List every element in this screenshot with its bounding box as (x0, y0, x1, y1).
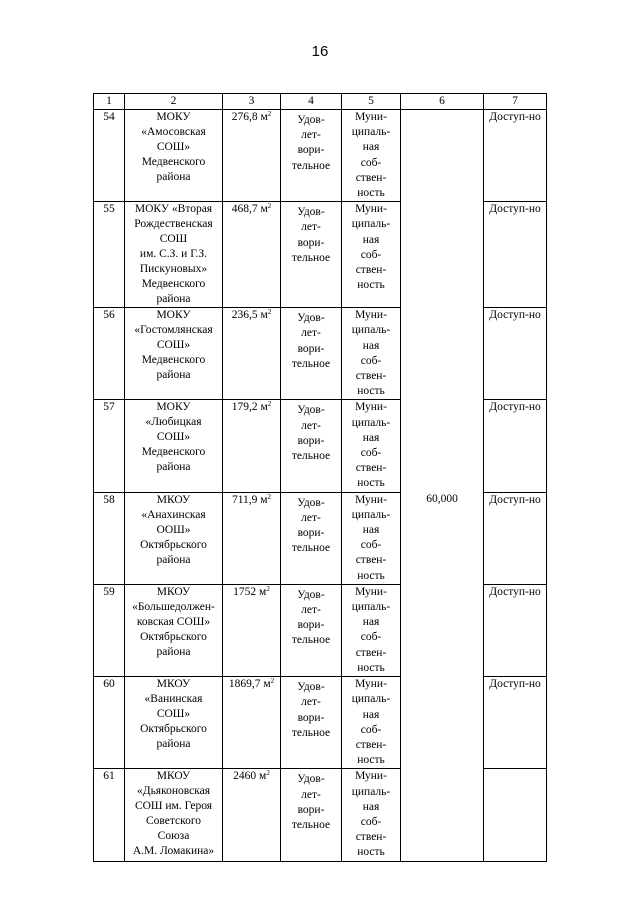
area-value (223, 677, 281, 769)
condition-line: Удов- (297, 496, 325, 509)
school-name-line: «Любицкая (145, 416, 202, 429)
ownership-line: ствен- (355, 171, 387, 184)
ownership-line: ность (357, 569, 385, 582)
column-6-value (401, 110, 484, 202)
accessibility-line: Доступ- (489, 493, 529, 506)
accessibility-line: но (528, 401, 541, 414)
area-value (223, 492, 281, 584)
ownership-line: ствен- (355, 264, 387, 277)
area-value (223, 769, 281, 862)
ownership (342, 400, 401, 492)
ownership-line: Муни- (355, 401, 387, 414)
school-name (125, 492, 223, 584)
ownership-line: ципаль- (351, 126, 391, 139)
condition-line: Удов- (297, 681, 325, 694)
ownership-line: ная (362, 431, 380, 444)
school-name-line: МОКУ (156, 401, 191, 414)
table-row (94, 308, 547, 400)
accessibility (484, 769, 547, 862)
ownership-line: ность (357, 477, 385, 490)
condition (281, 308, 342, 400)
ownership-line: соб- (360, 447, 382, 460)
area-unit-superscript: 2 (267, 110, 272, 118)
ownership-line: ная (362, 616, 380, 629)
condition (281, 400, 342, 492)
ownership-line: ность (357, 385, 385, 398)
row-number: 55 (94, 202, 125, 308)
school-name-line: «Анахинская (141, 508, 206, 521)
row-number: 61 (94, 769, 125, 862)
school-name-line: Октябрьского (140, 723, 207, 736)
condition-line: тельное (291, 542, 331, 555)
school-name-line: «Амосовская (141, 126, 206, 138)
accessibility (484, 492, 547, 584)
ownership-line: ность (357, 846, 385, 859)
condition-line: Удов- (297, 773, 325, 786)
school-name-line: «Гостомлянская (134, 324, 213, 337)
ownership (342, 769, 401, 862)
ownership-line: соб- (360, 248, 382, 261)
ownership-line: ствен- (355, 646, 387, 659)
ownership-line: ципаль- (351, 601, 391, 614)
school-name-line: района (156, 738, 191, 751)
accessibility-line: Доступ- (489, 309, 529, 322)
school-name-line: СОШ» (156, 141, 191, 153)
ownership-line: ность (357, 661, 385, 674)
condition-line: лет- (301, 696, 321, 709)
school-name-line: Союза (157, 830, 190, 843)
column-header: 3 (223, 94, 281, 110)
table-header-row (94, 94, 547, 110)
accessibility (484, 400, 547, 492)
ownership (342, 110, 401, 202)
condition-line: вори- (297, 434, 325, 447)
accessibility (484, 110, 547, 202)
school-name-line: им. С.З. и Г.З. (139, 248, 208, 261)
column-6-value (401, 308, 484, 400)
ownership-line: соб- (360, 815, 382, 828)
column-6-value (401, 769, 484, 862)
ownership-line: ная (362, 800, 380, 813)
condition (281, 110, 342, 202)
ownership-line: ность (357, 754, 385, 767)
ownership-line: ная (362, 524, 380, 537)
condition-line: тельное (291, 251, 331, 264)
school-name-line: Октябрьского (140, 630, 207, 643)
condition-line: Удов- (297, 588, 325, 601)
school-name-line: МКОУ (156, 678, 191, 691)
accessibility-line: Доступ- (489, 401, 529, 414)
ownership-line: соб- (360, 723, 382, 736)
condition-line: тельное (291, 818, 331, 831)
data-table (93, 93, 547, 862)
school-name-line: Рождественская (134, 218, 213, 231)
condition-line: вори- (297, 803, 325, 816)
ownership-line: ципаль- (351, 218, 391, 231)
condition-line: Удов- (297, 404, 325, 417)
school-name (125, 308, 223, 400)
condition-line: лет- (301, 221, 321, 234)
accessibility-line: Доступ- (489, 585, 529, 598)
school-name-line: МОКУ (156, 309, 191, 322)
condition-line: лет- (301, 419, 321, 432)
condition-line: лет- (301, 511, 321, 524)
condition-line: вори- (297, 619, 325, 632)
accessibility-line: Доступ- (489, 203, 529, 216)
school-name-line: МКОУ (156, 770, 191, 783)
column-header: 2 (125, 94, 223, 110)
condition-line: лет- (301, 129, 321, 142)
ownership-line: соб- (360, 539, 382, 552)
column-6-value (401, 400, 484, 492)
table-row (94, 677, 547, 769)
school-name-line: района (156, 645, 191, 658)
school-name-line: МКОУ (156, 585, 191, 598)
condition-line: Удов- (297, 206, 325, 219)
area-value (223, 584, 281, 676)
ownership (342, 677, 401, 769)
school-name-line: района (156, 553, 191, 566)
school-name-line: Медвенского (141, 354, 206, 367)
accessibility-line: Доступ- (489, 678, 529, 691)
table-row (94, 769, 547, 862)
school-name-line: СОШ» (156, 708, 191, 721)
condition-line: Удов- (297, 114, 325, 126)
ownership-line: ципаль- (351, 693, 391, 706)
area-unit-superscript: 2 (266, 584, 270, 593)
school-name-line: «Ванинская (144, 693, 203, 706)
ownership-line: ная (362, 708, 380, 721)
condition-line: тельное (291, 159, 331, 172)
ownership-line: Муни- (355, 770, 387, 783)
school-name-line: «Дьяконовская (136, 785, 211, 798)
school-name-line: Медвенского (141, 446, 206, 459)
school-name-line: СОШ (159, 233, 188, 246)
accessibility (484, 677, 547, 769)
area-text: 236,5 м (231, 309, 268, 322)
ownership-line: Муни- (355, 203, 387, 216)
ownership-line: соб- (360, 631, 382, 644)
condition-line: лет- (301, 327, 321, 340)
ownership-line: соб- (360, 354, 382, 367)
ownership-line: ствен- (355, 554, 387, 567)
ownership-line: ная (362, 141, 380, 154)
condition-line: вори- (297, 711, 325, 724)
school-name (125, 769, 223, 862)
ownership-line: Муни- (355, 585, 387, 598)
area-text: 468,7 м (231, 203, 268, 216)
table-row (94, 110, 547, 202)
area-value (223, 400, 281, 492)
condition-line: тельное (291, 634, 331, 647)
area-text: 1752 м (233, 585, 267, 598)
school-name-line: СОШ им. Героя (134, 800, 213, 813)
school-name-line: района (156, 461, 191, 474)
school-name-line: ковская СОШ» (136, 615, 211, 628)
ownership-line: ствен- (355, 462, 387, 475)
school-name-line: СОШ» (156, 339, 191, 352)
school-name-line: района (156, 369, 191, 382)
condition-line: вори- (297, 527, 325, 540)
condition-line: Удов- (297, 312, 325, 325)
page-number: 16 (311, 43, 329, 60)
column-6-value (401, 584, 484, 676)
row-number: 58 (94, 492, 125, 584)
area-unit-superscript: 2 (267, 308, 272, 317)
area-text: 179,2 м (231, 401, 268, 414)
area-unit-superscript: 2 (266, 769, 270, 778)
accessibility-line: но (528, 585, 541, 598)
condition-line: вори- (297, 144, 325, 157)
ownership-line: ствен- (355, 370, 387, 383)
school-name-line: Медвенского (141, 278, 206, 291)
ownership-line: ципаль- (351, 416, 391, 429)
school-name-line: Медвенского (141, 156, 206, 168)
column-6-value (401, 202, 484, 308)
school-name (125, 110, 223, 202)
condition (281, 202, 342, 308)
area-unit-superscript: 2 (270, 677, 275, 686)
condition-line: вори- (297, 236, 325, 249)
table-row (94, 202, 547, 308)
ownership-line: ная (362, 339, 380, 352)
row-number: 59 (94, 584, 125, 676)
condition-line: тельное (291, 726, 331, 739)
school-name-line: МКОУ (156, 493, 191, 506)
accessibility-line: но (528, 678, 541, 691)
column-header: 5 (342, 94, 401, 110)
row-number: 60 (94, 677, 125, 769)
ownership-line: ципаль- (351, 324, 391, 337)
school-name-line: МОКУ (156, 111, 191, 123)
school-name (125, 400, 223, 492)
school-name-line: района (156, 293, 191, 306)
table-row (94, 584, 547, 676)
condition-line: лет- (301, 788, 321, 801)
condition-line: тельное (291, 357, 331, 370)
row-number: 56 (94, 308, 125, 400)
school-name-line: ООШ» (156, 523, 191, 536)
ownership-line: Муни- (355, 309, 387, 322)
accessibility-line: но (528, 309, 541, 322)
column-6-value: 60,000 (401, 492, 484, 584)
ownership (342, 584, 401, 676)
condition-line: лет- (301, 604, 321, 617)
condition (281, 677, 342, 769)
accessibility (484, 308, 547, 400)
column-header: 6 (401, 94, 484, 110)
school-name-line: А.М. Ломакина» (132, 845, 215, 858)
area-unit-superscript: 2 (267, 202, 272, 211)
accessibility (484, 584, 547, 676)
school-name (125, 584, 223, 676)
school-name-line: Советского (145, 815, 202, 828)
school-name (125, 677, 223, 769)
ownership-line: ность (357, 279, 385, 292)
table-row (94, 492, 547, 584)
row-number: 57 (94, 400, 125, 492)
ownership-line: ципаль- (351, 785, 391, 798)
accessibility-line: Доступ- (489, 111, 529, 123)
school-name-line: «Большедолжен- (132, 600, 215, 613)
condition (281, 584, 342, 676)
ownership-line: ная (362, 233, 380, 246)
school-name-line: района (156, 171, 191, 183)
column-6-value (401, 677, 484, 769)
ownership (342, 202, 401, 308)
accessibility-line: но (528, 111, 541, 123)
condition (281, 492, 342, 584)
ownership-line: ципаль- (351, 508, 391, 521)
area-text: 2460 м (233, 770, 267, 783)
area-unit-superscript: 2 (267, 400, 272, 409)
area-text: 276,8 м (231, 111, 268, 123)
accessibility (484, 202, 547, 308)
ownership (342, 492, 401, 584)
school-name-line: МОКУ «Вторая (134, 203, 213, 216)
area-value (223, 308, 281, 400)
school-name-line: СОШ» (156, 431, 191, 444)
ownership-line: ствен- (355, 738, 387, 751)
column-header: 4 (281, 94, 342, 110)
column-header: 7 (484, 94, 547, 110)
area-text: 1869,7 м (228, 678, 271, 691)
table-row (94, 400, 547, 492)
ownership-line: Муни- (355, 111, 387, 123)
ownership-line: ствен- (355, 831, 387, 844)
ownership-line: Муни- (355, 493, 387, 506)
condition (281, 769, 342, 862)
accessibility-line: но (528, 493, 541, 506)
area-value (223, 110, 281, 202)
school-name-line: Октябрьского (140, 538, 207, 551)
area-value (223, 202, 281, 308)
ownership-line: ность (357, 187, 385, 200)
column-header: 1 (94, 94, 125, 110)
ownership-line: соб- (360, 156, 382, 169)
area-text: 711,9 м (231, 493, 268, 506)
condition-line: вори- (297, 342, 325, 355)
school-name-line: Пискуновых» (139, 263, 208, 276)
school-name (125, 202, 223, 308)
area-unit-superscript: 2 (267, 492, 272, 501)
ownership-line: Муни- (355, 678, 387, 691)
row-number: 54 (94, 110, 125, 202)
ownership (342, 308, 401, 400)
accessibility-line: но (528, 203, 541, 216)
condition-line: тельное (291, 450, 331, 463)
